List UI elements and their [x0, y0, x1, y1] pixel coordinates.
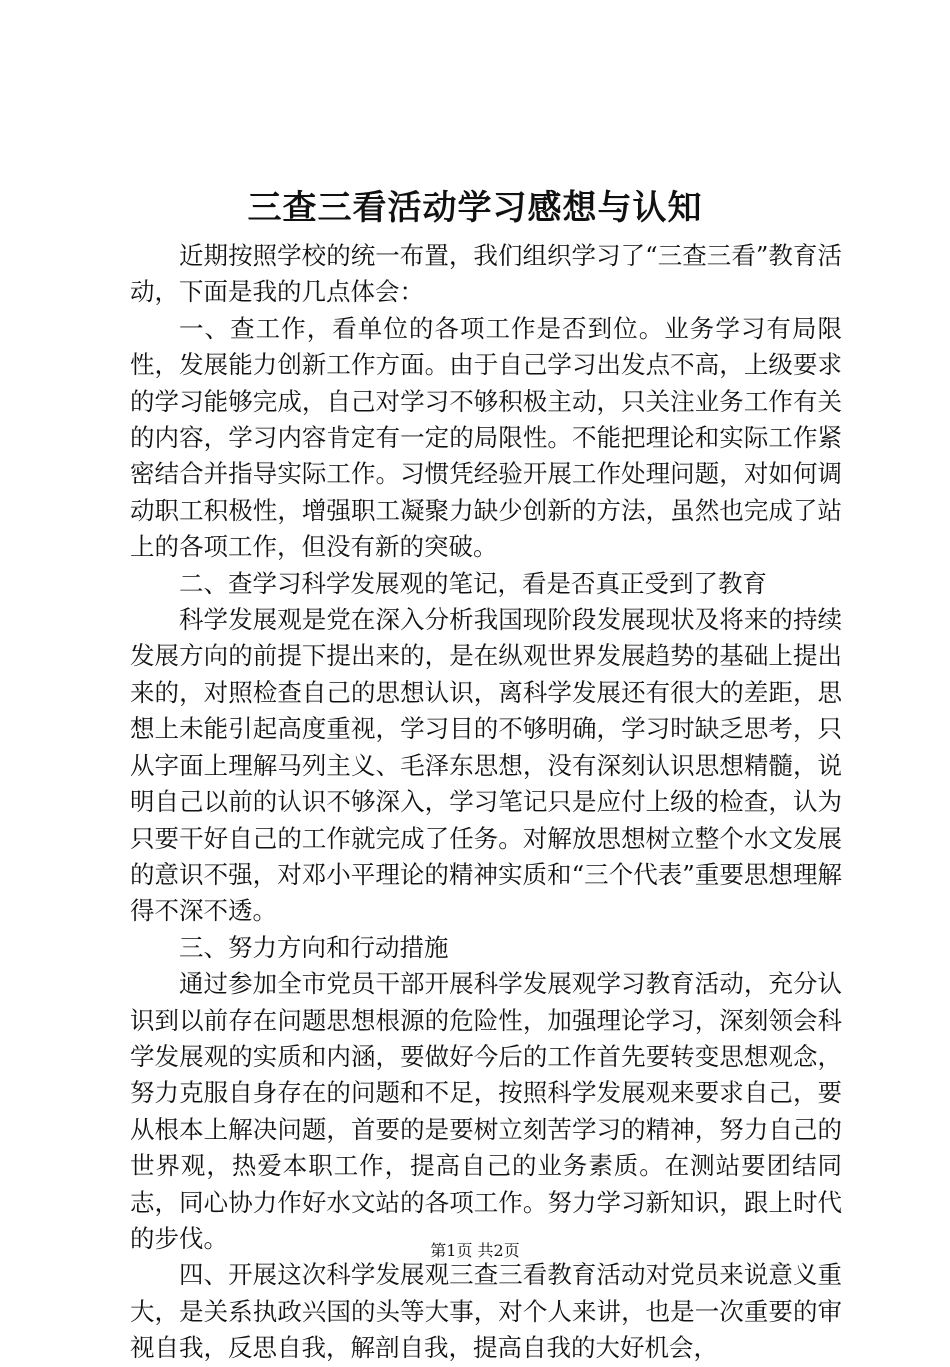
- page-footer: 第1页 共2页: [430, 1241, 520, 1260]
- document-title: 三查三看活动学习感想与认知: [247, 188, 703, 228]
- paragraph-section-3-body: 通过参加全市党员干部开展科学发展观学习教育活动，充分认识到以前存在问题思想根源的危险性，加强理论学习，深刻领会科学发展观的实质和内涵，要做好今后的工作首先要转变思想观念，努力克服自身存在的问题和不足，按照科学发展观来要求自己，要从根本上解决问题，首要的是要树立刻苦学习的精神，努力自己的世界观，热爱本职工作，提高自己的业务素质。在测站要团结同志，同心协力作好水文站的各项工作。努力学习新知识，跟上时代的步伐。: [130, 969, 842, 1253]
- paragraph-section-2-heading: 二、查学习科学发展观的笔记，看是否真正受到了教育: [179, 568, 767, 598]
- paragraph-section-1: 一、查工作，看单位的各项工作是否到位。业务学习有局限性，发展能力创新工作方面。由于自己学习出发点不高，上级要求的学习能够完成，自己对学习不够积极主动，只关注业务工作有关的内容，学习内容肯定有一定的局限性。不能把理论和实际工作紧密结合并指导实际工作。习惯凭经验开展工作处理问题，对如何调动职工积极性，增强职工凝聚力缺少创新的方法，虽然也完成了站上的各项工作，但没有新的突破。: [130, 313, 842, 562]
- paragraph-section-2-body: 科学发展观是党在深入分析我国现阶段发展现状及将来的持续发展方向的前提下提出来的，是在纵观世界发展趋势的基础上提出来的，对照检查自己的思想认识，离科学发展还有很大的差距，思想上未能引起高度重视，学习目的不够明确，学习时缺乏思考，只从字面上理解马列主义、毛泽东思想，没有深刻认识思想精髓，说明自己以前的认识不够深入，学习笔记只是应付上级的检查，认为只要干好自己的工作就完成了任务。对解放思想树立整个水文发展的意识不强，对邓小平理论的精神实质和“三个代表”重要思想理解得不深不透。: [130, 605, 842, 926]
- paragraph-section-3-heading: 三、努力方向和行动措施: [179, 932, 449, 962]
- paragraph-section-4: 四、开展这次科学发展观三查三看教育活动对党员来说意义重大，是关系执政兴国的头等大事，对个人来讲，也是一次重要的审视自我，反思自我，解剖自我，提高自我的大好机会，: [130, 1260, 842, 1363]
- paragraph-intro: 近期按照学校的统一布置，我们组织学习了“三查三看”教育活动，下面是我的几点体会：: [130, 241, 842, 307]
- document-body: [130, 238, 842, 1367]
